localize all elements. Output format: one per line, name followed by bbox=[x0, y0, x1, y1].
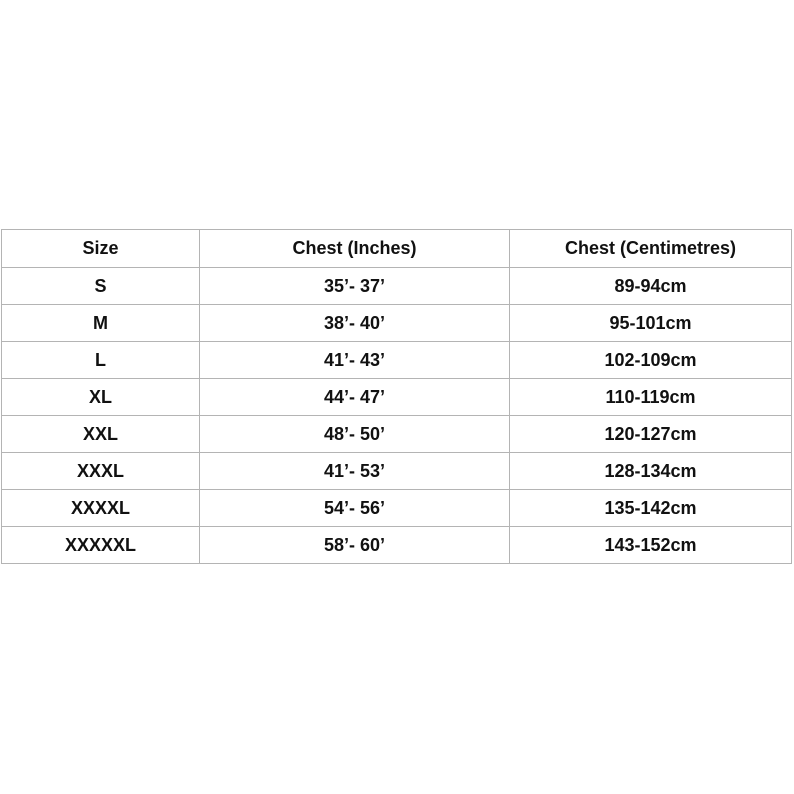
size-cell: XL bbox=[2, 379, 200, 416]
table-row bbox=[2, 453, 792, 490]
chest-cm-cell: 110-119cm bbox=[510, 379, 792, 416]
header-size: Size bbox=[2, 230, 200, 268]
table-row bbox=[2, 416, 792, 453]
size-cell: XXL bbox=[2, 416, 200, 453]
table-row bbox=[2, 527, 792, 564]
chest-cm-cell: 135-142cm bbox=[510, 490, 792, 527]
chest-inches-cell: 38’- 40’ bbox=[200, 305, 510, 342]
size-cell: XXXL bbox=[2, 453, 200, 490]
size-chart-table bbox=[1, 229, 792, 564]
chest-inches-cell: 41’- 53’ bbox=[200, 453, 510, 490]
table-row bbox=[2, 305, 792, 342]
chest-inches-cell: 58’- 60’ bbox=[200, 527, 510, 564]
chest-inches-cell: 41’- 43’ bbox=[200, 342, 510, 379]
chest-cm-cell: 89-94cm bbox=[510, 268, 792, 305]
header-chest-inches: Chest (Inches) bbox=[200, 230, 510, 268]
chest-inches-cell: 44’- 47’ bbox=[200, 379, 510, 416]
size-cell: L bbox=[2, 342, 200, 379]
table-row bbox=[2, 379, 792, 416]
chest-inches-cell: 48’- 50’ bbox=[200, 416, 510, 453]
size-cell: M bbox=[2, 305, 200, 342]
chest-cm-cell: 102-109cm bbox=[510, 342, 792, 379]
table-row bbox=[2, 342, 792, 379]
size-cell: XXXXL bbox=[2, 490, 200, 527]
chest-inches-cell: 54’- 56’ bbox=[200, 490, 510, 527]
header-row bbox=[2, 230, 792, 268]
chest-cm-cell: 95-101cm bbox=[510, 305, 792, 342]
chest-cm-cell: 128-134cm bbox=[510, 453, 792, 490]
chest-cm-cell: 120-127cm bbox=[510, 416, 792, 453]
size-cell: S bbox=[2, 268, 200, 305]
header-chest-centimetres: Chest (Centimetres) bbox=[510, 230, 792, 268]
table-row bbox=[2, 268, 792, 305]
chest-cm-cell: 143-152cm bbox=[510, 527, 792, 564]
size-cell: XXXXXL bbox=[2, 527, 200, 564]
chest-inches-cell: 35’- 37’ bbox=[200, 268, 510, 305]
table-row bbox=[2, 490, 792, 527]
